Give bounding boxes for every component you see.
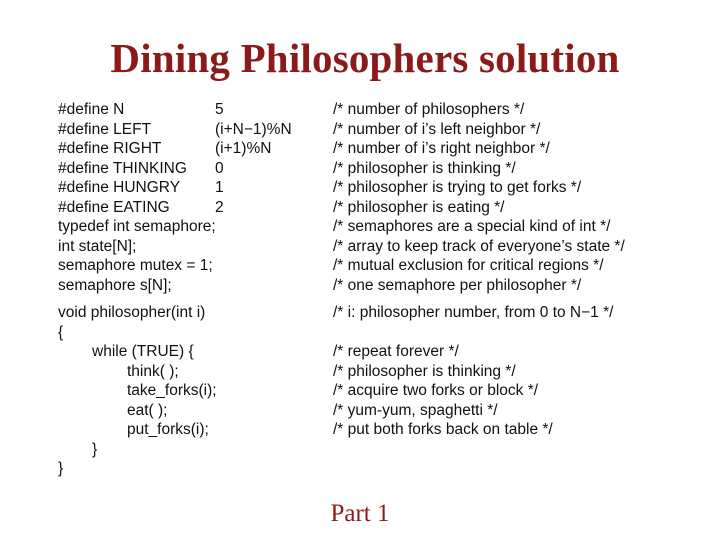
define-code: #define THINKING [58, 159, 187, 177]
define-code: #define HUNGRY [58, 179, 181, 196]
code-comment: /* array to keep track of everyone’s state */ [333, 237, 625, 255]
declaration-code: semaphore mutex = 1; [58, 257, 213, 274]
define-value: (i+N−1)%N [215, 120, 292, 138]
define-code: #define EATING [58, 198, 170, 216]
code-comment: /* philosopher is thinking */ [333, 159, 516, 177]
define-code: #define LEFT [58, 120, 152, 138]
declaration-code: typedef int semaphore; [58, 218, 216, 235]
declaration-code: semaphore s[N]; [58, 276, 172, 294]
define-value: 1 [215, 179, 224, 196]
close-brace: } [58, 460, 64, 477]
define-value: 0 [215, 159, 224, 177]
define-value: 5 [215, 101, 224, 118]
code-comment: /* acquire two forks or block */ [333, 382, 539, 399]
define-code: #define N [58, 101, 125, 118]
code-comment: /* mutual exclusion for critical regions */ [333, 257, 604, 274]
code-comment: /* philosopher is trying to get forks */ [333, 179, 582, 196]
define-value: (i+1)%N [215, 140, 272, 157]
body-statement: think( ); [127, 362, 179, 380]
code-comment: /* yum-yum, spaghetti */ [333, 401, 498, 419]
function-signature: void philosopher(int i) [58, 304, 206, 321]
declaration-code: int state[N]; [58, 237, 137, 255]
open-brace: { [58, 323, 64, 341]
code-comment: /* semaphores are a special kind of int */ [333, 218, 611, 235]
slide-title: Dining Philosophers solution [110, 35, 620, 81]
code-comment: /* number of philosophers */ [333, 101, 525, 118]
body-statement: put_forks(i); [127, 421, 209, 438]
code-comment: /* number of i’s right neighbor */ [333, 140, 550, 157]
define-value: 2 [215, 198, 224, 216]
code-comment: /* i: philosopher number, from 0 to N−1 */ [333, 304, 614, 321]
slide-footer: Part 1 [330, 500, 390, 527]
loop-statement: while (TRUE) { [92, 343, 194, 360]
code-comment: /* put both forks back on table */ [333, 421, 553, 438]
define-code: #define RIGHT [58, 140, 162, 157]
code-comment: /* philosopher is thinking */ [333, 362, 516, 380]
code-comment: /* one semaphore per philosopher */ [333, 276, 582, 294]
code-comment: /* number of i’s left neighbor */ [333, 120, 541, 138]
body-statement: take_forks(i); [127, 382, 217, 399]
loop-close-brace: } [92, 440, 98, 458]
code-comment: /* repeat forever */ [333, 343, 459, 360]
body-statement: eat( ); [127, 401, 168, 419]
code-comment: /* philosopher is eating */ [333, 198, 505, 216]
